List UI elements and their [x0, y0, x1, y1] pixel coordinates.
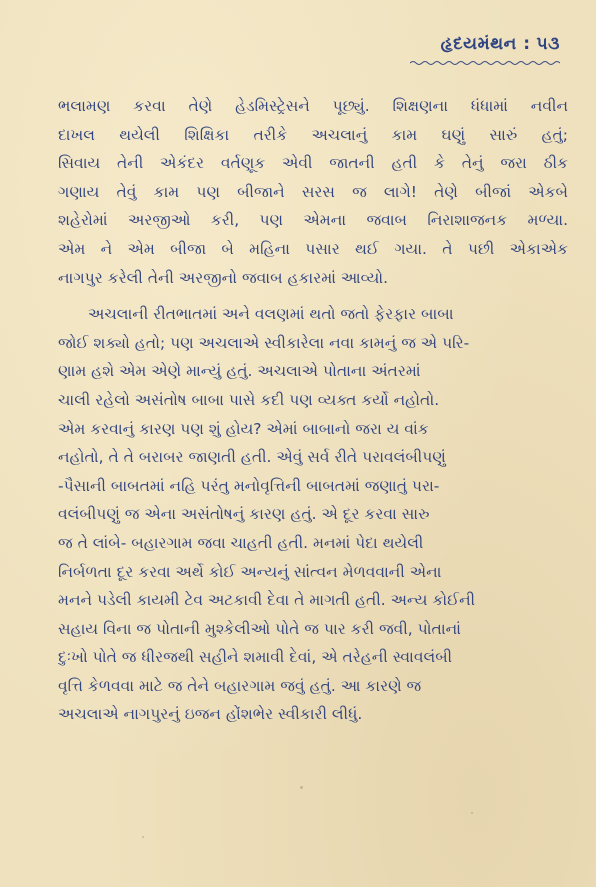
chapter-title: હૃદયમંથન :: [440, 34, 531, 54]
text-line: શહેરોમાં અરજીઓ કરી, પણ એમના જવાબ નિરાશાજનક મળ્યા.: [58, 211, 568, 230]
text-line: ગણાય તેવું કામ પણ બીજાને સરસ જ લાગે! તેણે બીજાં એકબે: [58, 182, 568, 201]
paragraph-1: [58, 92, 568, 292]
text-line: દાખલ થયેલી શિક્ષિકા તરીકે અચલાનું કામ ઘણું સારું હતું;: [58, 125, 568, 144]
running-header: [441, 34, 560, 54]
text-line: નાગપુર કરેલી તેની અરજીનો જવાબ હકારમાં આવ્યો.: [58, 268, 389, 287]
text-line: નહોતો, તે તે બરાબર જાણતી હતી. એવું સર્વ રીતે પરાવલંબીપણું: [58, 448, 446, 467]
text-line: અચલાએ નાગપુરનું ઇજન હોંશભેર સ્વીકારી લીધું.: [58, 705, 363, 724]
text-line: વૃત્તિ કેળવવા માટે જ તેને બહારગામ જવું હતું. આ કારણે જ: [58, 676, 422, 695]
paper-speck: [142, 836, 144, 838]
text-line: સિવાય તેની એકંદર વર્તણૂક એવી જાતની હતી કે તેનું જરા ઠીક: [58, 154, 568, 173]
text-line: સહાય વિના જ પોતાની મુશ્કેલીઓ પોતે જ પાર કરી જવી, પોતાનાં: [58, 619, 461, 638]
text-line: એમ ને એમ બીજા બે મહિના પસાર થઈ ગયા. તે પછી એકાએક: [58, 239, 568, 258]
text-line: -પૈસાની બાબતમાં નહિ પરંતુ મનોવૃત્તિની બાબતમાં જણાતું પરા-: [58, 476, 440, 495]
text-line: અચલાની રીતભાતમાં અને વલણમાં થતો જતો ફેરફાર બાબા: [88, 305, 454, 324]
text-line: જ તે લાંબે- બહારગામ જવા ચાહતી હતી. મનમાં પેદા થયેલી: [58, 533, 424, 552]
paragraph-2: [58, 300, 568, 729]
text-line: વલંબીપણું જ એના અસંતોષનું કારણ હતું. એ દૂર કરવા સારુ: [58, 505, 430, 524]
text-line: નિર્બળતા દૂર કરવા અર્થે કોઈ અન્યનું સાંત્વન મેળવવાની એના: [58, 562, 442, 581]
text-line: ણામ હશે એમ એણે માન્યું હતું. અચલાએ પોતાના અંતરમાં: [58, 362, 421, 381]
paper-speck: [471, 812, 473, 814]
text-line: જોઈ શક્યો હતો; પણ અચલાએ સ્વીકારેલા નવા કામનું જ એ પરિ-: [58, 333, 470, 352]
header-ornamental-rule: [410, 60, 560, 66]
body-text: [58, 92, 568, 729]
paper-speck: [300, 786, 303, 789]
text-line: ભલામણ કરવા તેણે હેડમિસ્ટ્રેસને પૂછ્યું. શિક્ષણના ધંધામાં નવીન: [58, 97, 568, 115]
page-number: ૫૩: [536, 34, 560, 54]
text-line: દુઃખો પોતે જ ધીરજથી સહીને શમાવી દેવાં, એ તરેહની સ્વાવલંબી: [58, 648, 453, 667]
text-line: ચાલી રહેલો અસંતોષ બાબા પાસે કદી પણ વ્યક્ત કર્યો નહોતો.: [58, 390, 440, 409]
text-line: મનને પડેલી કાયમી ટેવ અટકાવી દેવા તે માગતી હતી. અન્ય કોઈની: [58, 591, 476, 610]
text-line: એમ કરવાનું કારણ પણ શું હોય? એમાં બાબાનો જરા ય વાંક: [58, 419, 429, 438]
